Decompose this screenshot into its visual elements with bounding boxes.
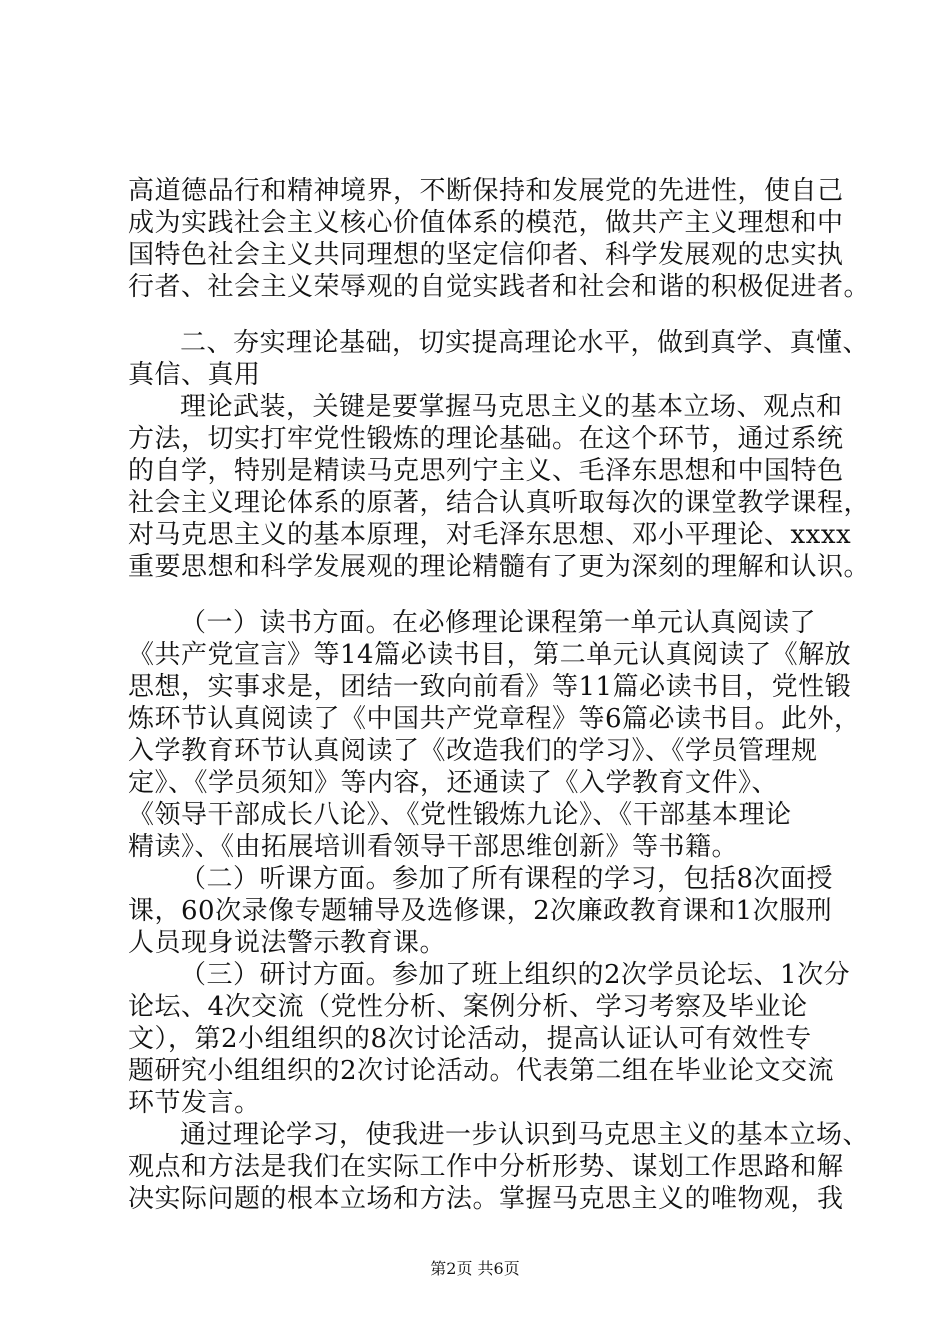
text-line: 高道德品行和精神境界，不断保持和发展党的先进性，使自己	[128, 176, 844, 206]
text-line: 成为实践社会主义核心价值体系的模范，做共产主义理想和中	[128, 208, 844, 238]
text-line: 对马克思主义的基本原理，对毛泽东思想、邓小平理论、xxxx	[128, 520, 852, 550]
text-line: 的自学，特别是精读马克思列宁主义、毛泽东思想和中国特色	[128, 456, 844, 486]
text-line: 人员现身说法警示教育课。	[128, 928, 447, 958]
text-line: 国特色社会主义共同理想的坚定信仰者、科学发展观的忠实执	[128, 240, 844, 270]
text-line: （三）研讨方面。参加了班上组织的2次学员论坛、1次分	[180, 960, 851, 990]
text-line: 题研究小组组织的2次讨论活动。代表第二组在毕业论文交流	[128, 1056, 835, 1086]
text-line: 炼环节认真阅读了《中国共产党章程》等6篇必读书目。此外，	[128, 704, 861, 734]
text-line: （二）听课方面。参加了所有课程的学习，包括8次面授	[180, 864, 834, 894]
text-line: 定》、《学员须知》等内容，还通读了《入学教育文件》、	[128, 768, 779, 798]
text-line: 理论武装，关键是要掌握马克思主义的基本立场、观点和	[180, 392, 843, 422]
text-line: 论坛、4次交流（党性分析、案例分析、学习考察及毕业论	[128, 992, 808, 1022]
text-line: 决实际问题的根本立场和方法。掌握马克思主义的唯物观，我	[128, 1184, 844, 1214]
text-line: 课，60次录像专题辅导及选修课，2次廉政教育课和1次服刑	[128, 896, 833, 926]
text-line: 行者、社会主义荣辱观的自觉实践者和社会和谐的积极促进者。	[128, 272, 871, 302]
text-line: 思想，实事求是，团结一致向前看》等11篇必读书目，党性锻	[128, 672, 852, 702]
section-heading-line: 真信、真用	[128, 360, 261, 390]
page-number-footer: 第2页 共6页	[430, 1259, 520, 1278]
text-line: 文），第2小组组织的8次讨论活动，提高认证认可有效性专	[128, 1024, 812, 1054]
text-line: 方法，切实打牢党性锻炼的理论基础。在这个环节，通过系统	[128, 424, 844, 454]
text-line: 《共产党宣言》等14篇必读书目，第二单元认真阅读了《解放	[128, 640, 852, 670]
text-line: （一）读书方面。在必修理论课程第一单元认真阅读了	[180, 608, 817, 638]
text-line: 社会主义理论体系的原著，结合认真听取每次的课堂教学课程，	[128, 488, 871, 518]
text-line: 《领导干部成长八论》、《党性锻炼九论》、《干部基本理论	[128, 800, 792, 830]
section-heading-line: 二、夯实理论基础，切实提高理论水平，做到真学、真懂、	[180, 328, 870, 358]
text-line: 重要思想和科学发展观的理论精髓有了更为深刻的理解和认识。	[128, 552, 871, 582]
text-line: 精读》、《由拓展培训看领导干部思维创新》等书籍。	[128, 832, 739, 862]
text-line: 入学教育环节认真阅读了《改造我们的学习》、《学员管理规	[128, 736, 818, 766]
text-line: 环节发言。	[128, 1088, 261, 1118]
text-line: 观点和方法是我们在实际工作中分析形势、谋划工作思路和解	[128, 1152, 844, 1182]
text-line: 通过理论学习，使我进一步认识到马克思主义的基本立场、	[180, 1120, 870, 1150]
